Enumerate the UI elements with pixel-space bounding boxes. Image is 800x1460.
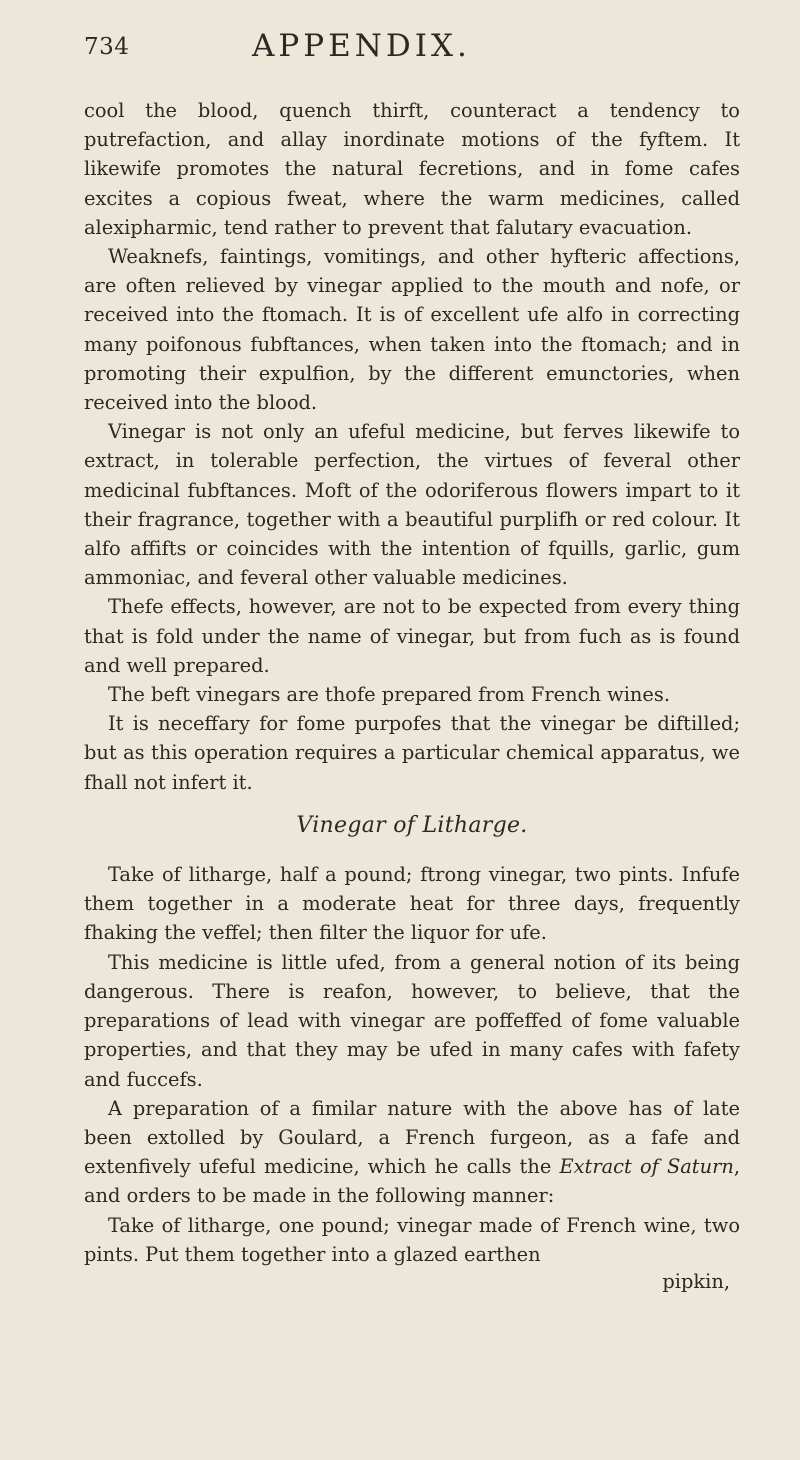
extract-of-saturn: Extract of Saturn xyxy=(559,1155,734,1179)
paragraph-little-used: This medicine is little ufed, from a general notion of its being dangerous. There is reafon, however, to believe, that the preparations of lead with vinegar are poffeffed of fome valuable properties, and that they may be ufed in many cafes with fafety and fuccefs. xyxy=(84,950,740,1091)
paragraph-goulard xyxy=(84,1094,740,1211)
paragraph-effects: Thefe effects, however, are not to be expected from every thing that is fold under the name of vinegar, but from fuch as is found and well prepared. xyxy=(84,595,740,677)
paragraph-useful-medicine: Vinegar is not only an ufeful medicine, but ferves likewife to extract, in tolerable perfection, the virtues of feveral other medicinal fubftances. Moft of the odoriferous flowers impart to it their fragrance, together with a beautiful purplifh or red colour. It alfo affifts or coincides with the intention of fquills, garlic, gum ammoniac, and feveral other valuable medicines. xyxy=(84,420,740,590)
body-text xyxy=(84,96,740,1269)
running-head: APPENDIX. xyxy=(252,28,471,64)
goulard-text-before: A preparation of a fimilar nature with the above has of late been extolled by Goulard, a French furgeon, as a fafe and extenfively ufeful medicine, which he calls the xyxy=(84,1096,740,1179)
paragraph-take-litharge: Take of litharge, one pound; vinegar made of French wine, two pints. Put them together into a glazed earthen xyxy=(84,1213,740,1266)
catchword: pipkin, xyxy=(662,1269,730,1293)
paragraph-litharge-recipe: Take of litharge, half a pound; ftrong vinegar, two pints. Infufe them together in a moderate heat for three days, frequently fhaking the veffel; then filter the liquor for ufe. xyxy=(84,863,740,945)
section-heading: Vinegar of Litharge. xyxy=(296,812,528,838)
paragraph-distilled: It is neceffary for fome purpofes that the vinegar be diftilled; but as this operation requires a particular chemical apparatus, we fhall not infert it. xyxy=(84,712,740,794)
paragraph-weakness: Weaknefs, faintings, vomitings, and other hyfteric affections, are often relieved by vinegar applied to the mouth and nofe, or received into the ftomach. It is of excellent ufe alfo in correcting many poifonous fubftances, when taken into the ftomach; and in promoting their expulfion, by the different emunctories, when received into the blood. xyxy=(84,245,740,415)
paragraph-best-vinegars: The beft vinegars are thofe prepared from French wines. xyxy=(108,683,670,707)
goulard-text-after: , and orders to be made in the following manner: xyxy=(84,1155,740,1208)
paragraph-vinegar-virtues: cool the blood, quench thirft, counteract a tendency to putrefaction, and allay inordinate motions of the fyftem. It likewife promotes the natural fecretions, and in fome cafes excites a copious fweat, where the warm medicines, called alexipharmic, tend rather to prevent that falutary evacuation. xyxy=(84,99,740,239)
page-header xyxy=(84,0,740,96)
page-number: 734 xyxy=(84,34,130,60)
